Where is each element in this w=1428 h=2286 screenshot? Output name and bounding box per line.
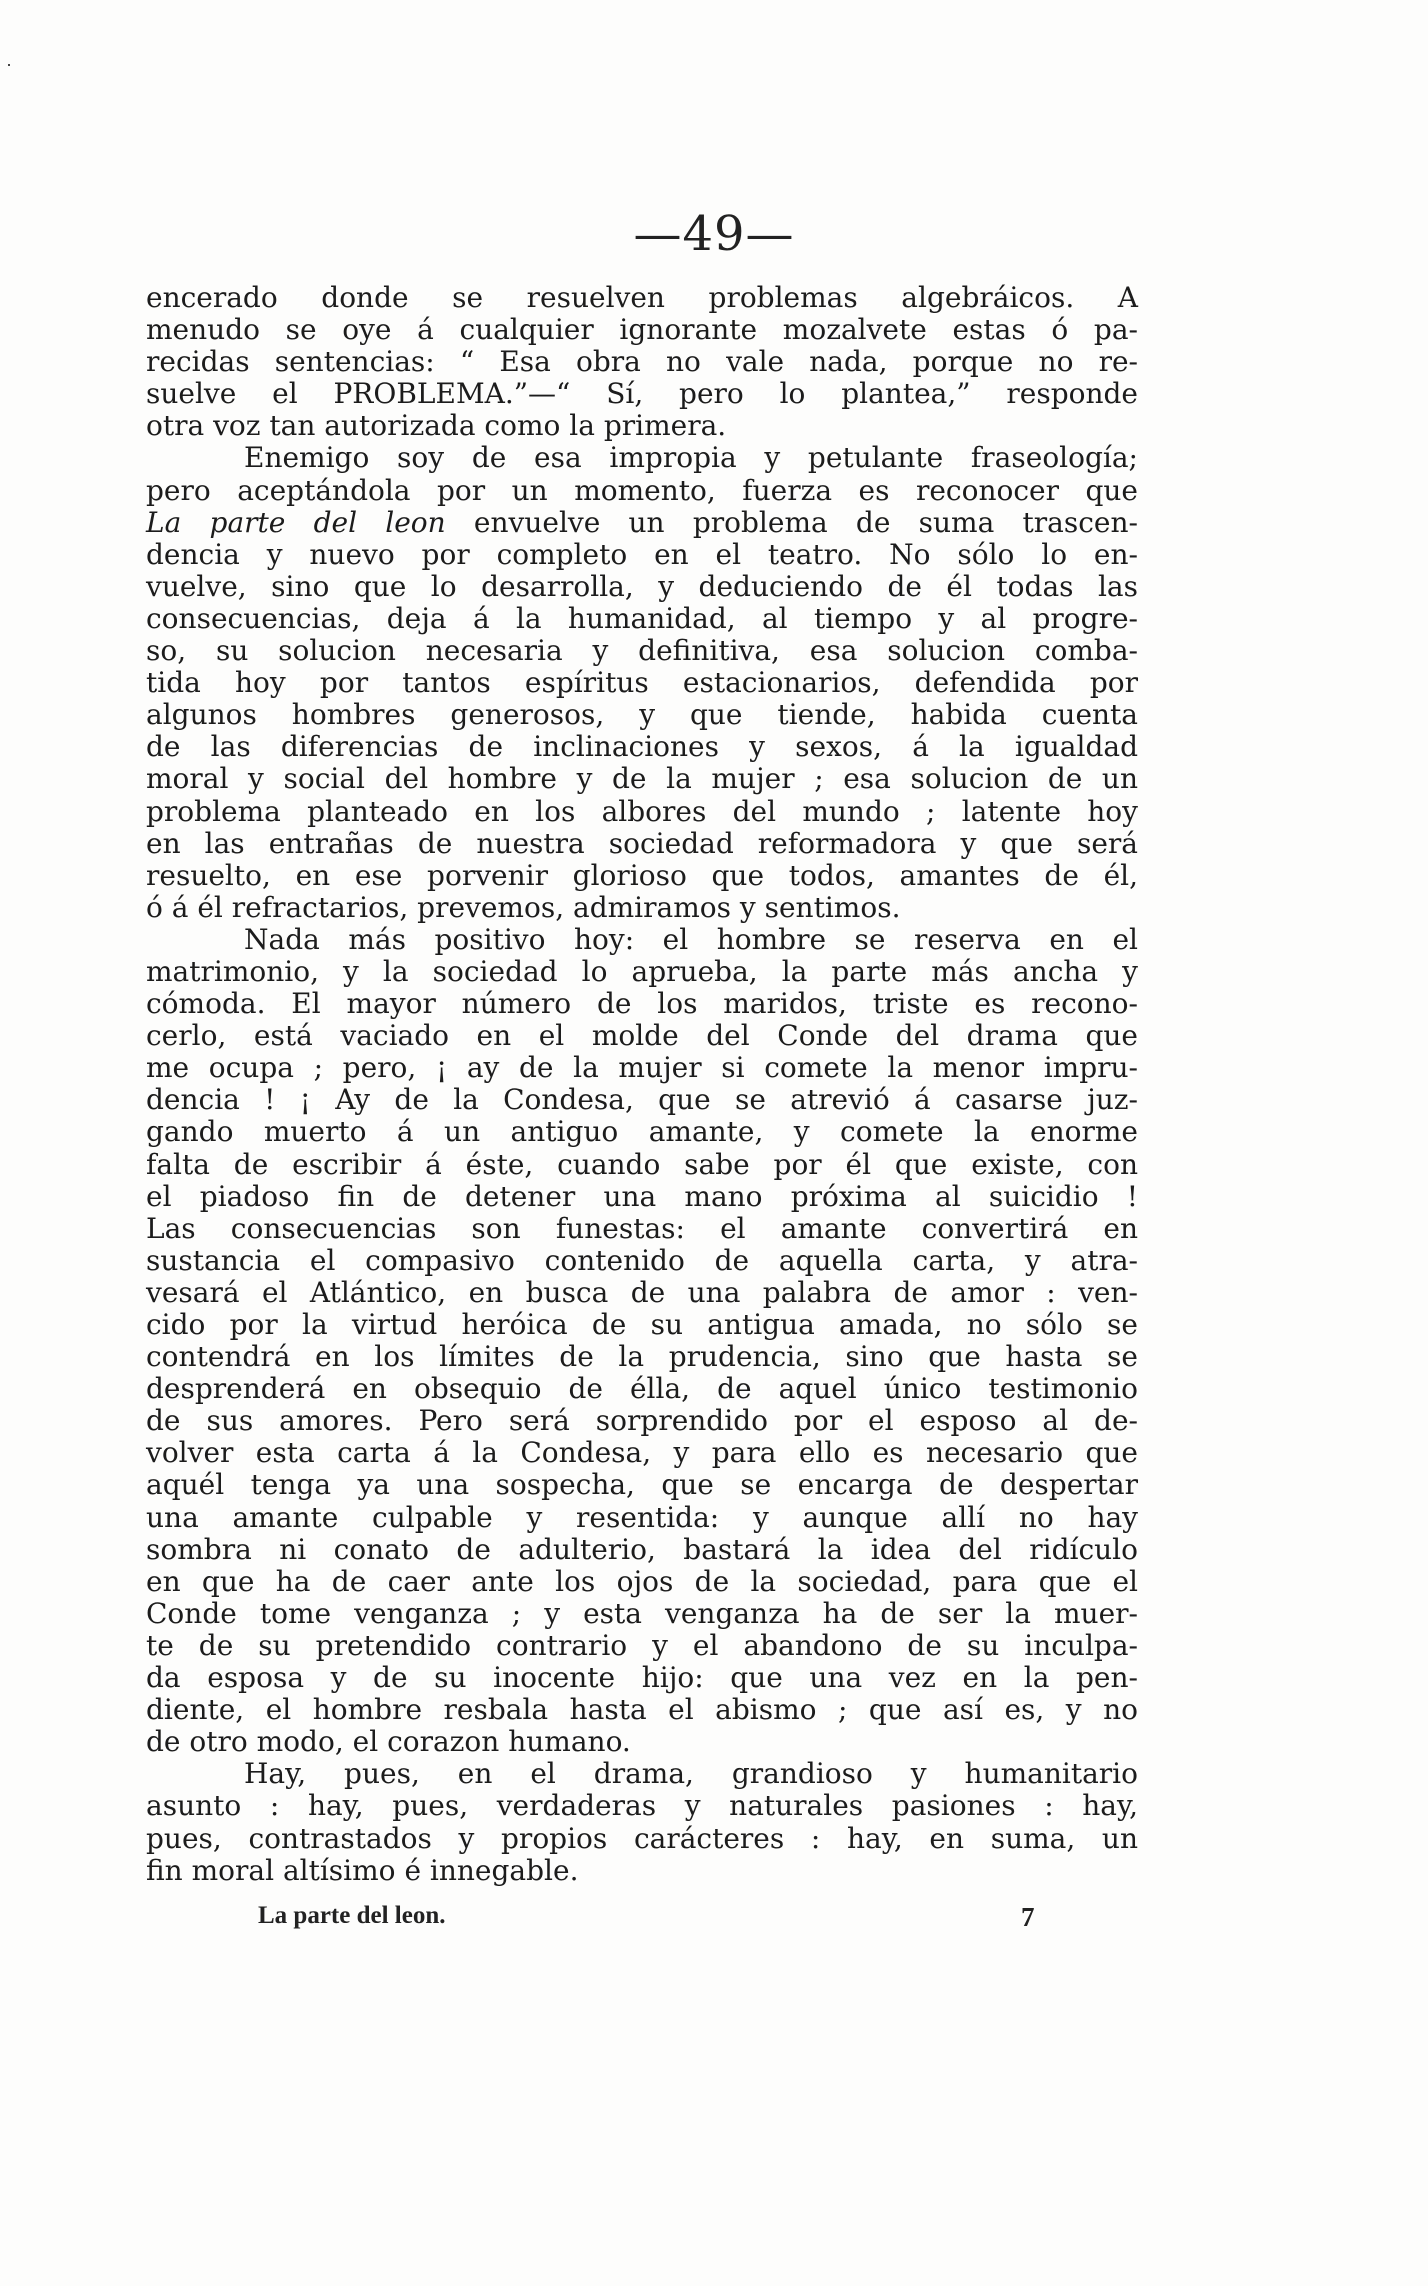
text-line: resuelto, en ese porvenir glorioso que todos, amantes de él, (146, 858, 1138, 892)
text-line: en que ha de caer ante los ojos de la sociedad, para que el (146, 1564, 1138, 1598)
text-line: pues, contrastados y propios carácteres : hay, en suma, un (146, 1821, 1138, 1855)
text-line: de otro modo, el corazon humano. (146, 1725, 631, 1759)
text-line: La parte del leon envuelve un problema de suma trascen- (146, 505, 1138, 539)
footer-book-title: La parte del leon. (258, 1902, 446, 1929)
body-text (146, 282, 1138, 1887)
text-line: falta de escribir á éste, cuando sabe por él que existe, con (146, 1147, 1138, 1181)
text-line: consecuencias, deja á la humanidad, al tiempo y al progre- (146, 601, 1138, 635)
text-line: algunos hombres generosos, y que tiende, habida cuenta (146, 698, 1138, 732)
text-line: dencia y nuevo por completo en el teatro. No sólo lo en- (146, 537, 1138, 571)
play-title: La parte del leon (146, 505, 446, 539)
text-line: otra voz tan autorizada como la primera. (146, 409, 727, 443)
text-line: so, su solucion necesaria y definitiva, esa solucion comba- (146, 634, 1138, 668)
signature-mark: 7 (1021, 1902, 1035, 1932)
text-line: asunto : hay, pues, verdaderas y naturales pasiones : hay, (146, 1789, 1138, 1823)
text-line: Nada más positivo hoy: el hombre se reserva en el (244, 922, 1138, 956)
text-line: cido por la virtud heróica de su antigua amada, no sólo se (146, 1308, 1138, 1341)
text-line: desprenderá en obsequio de élla, de aquel único testimonio (146, 1372, 1138, 1406)
text-line: volver esta carta á la Condesa, y para ello es necesario que (146, 1436, 1138, 1470)
text-line: gando muerto á un antiguo amante, y comete la enorme (146, 1115, 1138, 1149)
text-line: dencia ! ¡ Ay de la Condesa, que se atrevió á casarse juz- (146, 1083, 1138, 1117)
text-line: Hay, pues, en el drama, grandioso y humanitario (244, 1757, 1138, 1791)
text-line: vesará el Atlántico, en busca de una palabra de amor : ven- (146, 1275, 1138, 1309)
scan-speck (8, 64, 10, 66)
text-line: de sus amores. Pero será sorprendido por el esposo al de- (146, 1404, 1138, 1438)
text-line: sombra ni conato de adulterio, bastará la idea del ridículo (146, 1532, 1138, 1566)
text-line: me ocupa ; pero, ¡ ay de la mujer si comete la menor impru- (146, 1051, 1138, 1085)
text-line: el piadoso fin de detener una mano próxima al suicidio ! (146, 1179, 1138, 1213)
text-line: en las entrañas de nuestra sociedad reformadora y que será (146, 826, 1138, 860)
text-line: da esposa y de su inocente hijo: que una vez en la pen- (146, 1661, 1138, 1695)
text-line: cómoda. El mayor número de los maridos, triste es recono- (146, 987, 1138, 1021)
text-line: problema planteado en los albores del mundo ; latente hoy (146, 794, 1138, 828)
text-line: moral y social del hombre y de la mujer ; esa solucion de un (146, 762, 1138, 796)
text-line: cerlo, está vaciado en el molde del Conde del drama que (146, 1019, 1138, 1053)
text-line: diente, el hombre resbala hasta el abismo ; que así es, y no (146, 1693, 1138, 1727)
page-number: —49— (633, 206, 795, 262)
text-line: de las diferencias de inclinaciones y sexos, á la igualdad (146, 730, 1138, 764)
text-line: suelve el PROBLEMA.”—“ Sí, pero lo plantea,” responde (146, 377, 1138, 411)
text-line: tida hoy por tantos espíritus estacionarios, defendida por (146, 666, 1138, 700)
text-line: ó á él refractarios, prevemos, admiramos y sentimos. (146, 890, 901, 924)
text-line: Conde tome venganza ; y esta venganza ha de ser la muer- (146, 1596, 1138, 1630)
text-line: menudo se oye á cualquier ignorante mozalvete estas ó pa- (146, 313, 1138, 347)
text-line: vuelve, sino que lo desarrolla, y deduciendo de él todas las (146, 569, 1138, 603)
text-line: recidas sentencias: “ Esa obra no vale nada, porque no re- (146, 345, 1138, 379)
text-line: Las consecuencias son funestas: el amante convertirá en (146, 1211, 1138, 1245)
text-line: matrimonio, y la sociedad lo aprueba, la parte más ancha y (146, 954, 1138, 988)
text-line: una amante culpable y resentida: y aunque allí no hay (146, 1500, 1138, 1534)
text-line: contendrá en los límites de la prudencia, sino que hasta se (146, 1340, 1138, 1374)
text-line: te de su pretendido contrario y el abandono de su inculpa- (146, 1628, 1138, 1662)
text-line: pero aceptándola por un momento, fuerza es reconocer que (146, 473, 1138, 507)
text-line: aquél tenga ya una sospecha, que se encarga de despertar (146, 1468, 1138, 1502)
text-line: Enemigo soy de esa impropia y petulante fraseología; (244, 441, 1138, 475)
text-line: fin moral altísimo é innegable. (146, 1853, 579, 1887)
text-line: encerado donde se resuelven problemas algebráicos. A (146, 281, 1138, 314)
text-line: sustancia el compasivo contenido de aquella carta, y atra- (146, 1243, 1138, 1277)
